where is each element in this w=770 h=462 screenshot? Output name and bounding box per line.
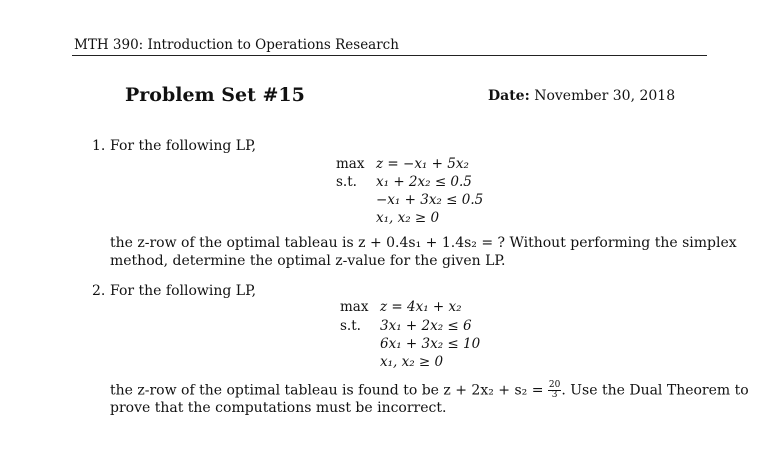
problem-1-constraint-2: −x₁ + 3x₂ ≤ 0.5	[376, 192, 484, 208]
fraction-denominator: 3	[551, 390, 558, 400]
problem-1-number: 1.	[92, 138, 106, 154]
problem-2-text-line-1	[110, 381, 749, 400]
problem-1-constraint-3: x₁, x₂ ≥ 0	[376, 210, 440, 226]
problem-2-number: 2.	[92, 283, 106, 299]
problem-2-text-post: . Use the Dual Theorem to	[561, 382, 749, 399]
date-label: Date:	[488, 88, 530, 104]
problem-1-text-line-1: the z-row of the optimal tableau is z + 0.4s₁ + 1.4s₂ = ? Without performing the simplex	[110, 235, 737, 251]
problem-2-text-line-2: prove that the computations must be incorrect.	[110, 400, 447, 416]
problem-2-constraint-2: 6x₁ + 3x₂ ≤ 10	[380, 336, 481, 352]
date-value: November 30, 2018	[534, 88, 676, 104]
problem-2-intro: For the following LP,	[110, 283, 257, 299]
problem-2-constraint-3: x₁, x₂ ≥ 0	[380, 354, 444, 370]
course-title: MTH 390: Introduction to Operations Research	[74, 37, 399, 53]
problem-2-constraint-1: 3x₁ + 2x₂ ≤ 6	[380, 318, 472, 334]
problem-2-text-pre: the z-row of the optimal tableau is found to be z + 2x₂ + s₂ =	[110, 382, 544, 399]
problem-set-title: Problem Set #15	[125, 84, 305, 106]
problem-1-intro: For the following LP,	[110, 138, 257, 154]
problem-1-constraint-1: x₁ + 2x₂ ≤ 0.5	[376, 174, 472, 190]
header-rule	[72, 55, 707, 56]
problem-2-st-label: s.t.	[340, 318, 361, 334]
problem-1-objective: z = −x₁ + 5x₂	[376, 156, 469, 172]
date	[488, 88, 675, 104]
problem-1-text-line-2: method, determine the optimal z-value for the given LP.	[110, 253, 506, 269]
problem-1-max-label: max	[336, 156, 365, 172]
problem-2-max-label: max	[340, 299, 369, 315]
problem-2-objective: z = 4x₁ + x₂	[380, 299, 462, 315]
fraction-20-3	[548, 381, 561, 400]
problem-1-st-label: s.t.	[336, 174, 357, 190]
fraction-numerator: 20	[548, 380, 561, 390]
